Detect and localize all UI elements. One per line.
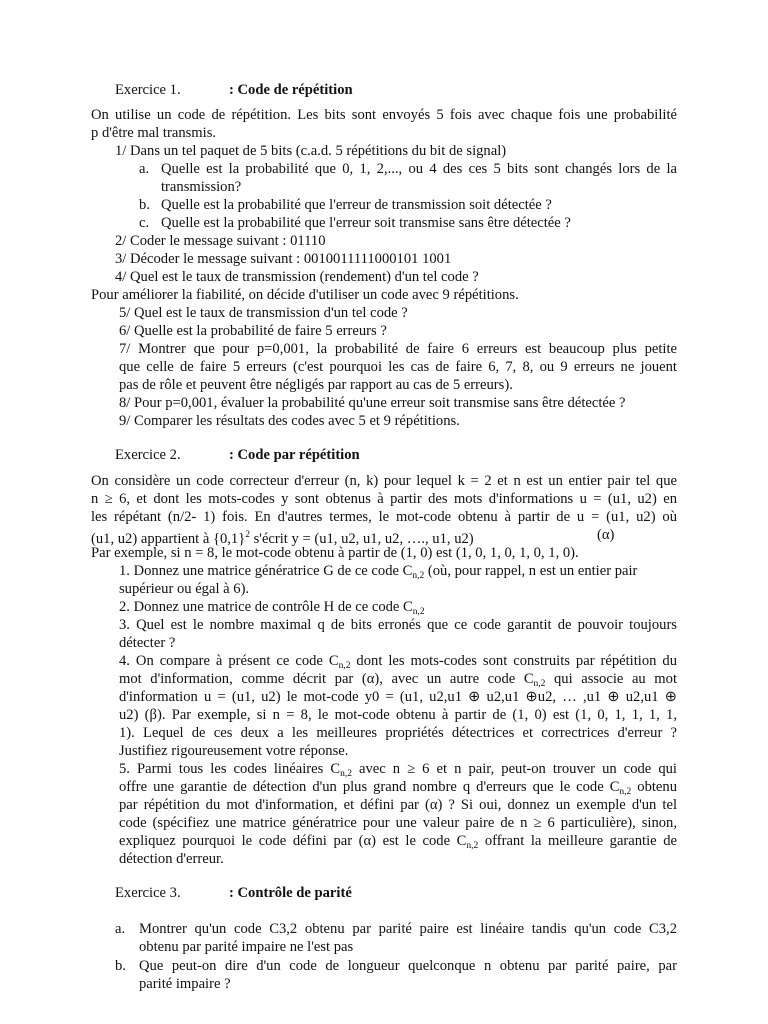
ex2-q1-line-2: supérieur ou égal à 6). <box>119 581 250 597</box>
ex2-q1-text-end: (où, pour rappel, n est un entier pair <box>424 563 638 579</box>
ex1-q8: 8/ Pour p=0,001, évaluer la probabilité qu'une erreur soit transmise sans être détectée ? <box>119 395 626 411</box>
ex1-qc-marker: c. <box>139 215 150 231</box>
ex1-q7-line-3: pas de rôle et peuvent être négligés par rapport au cas de 5 erreurs). <box>119 377 513 393</box>
ex3-qa-line-2: obtenu par parité impaire ne l'est pas <box>139 939 354 955</box>
ex2-q4-text: 4. On compare à présent ce code <box>119 653 329 669</box>
ex2-q5-line-6: détection d'erreur. <box>119 851 224 867</box>
ex1-improve: Pour améliorer la fiabilité, on décide d'utiliser un code avec 9 répétitions. <box>91 287 519 303</box>
code-symbol: C <box>456 833 467 849</box>
ex2-intro-line-1: On considère un code correcteur d'erreur (n, k) pour lequel k = 2 et n est un entier pair tel que <box>91 473 677 489</box>
code-subscript: n,2 <box>466 841 479 851</box>
code-symbol: C <box>328 653 339 669</box>
ex2-label: Exercice 2. <box>115 447 181 463</box>
ex3-label: Exercice 3. <box>115 885 181 901</box>
ex2-q5-text-end: avec n ≥ 6 et n pair, peut-on trouver un code qui <box>351 761 677 777</box>
ex1-label: Exercice 1. <box>115 82 181 98</box>
ex2-q5-text-2: offre une garantie de détection d'un plus grand nombre q d'erreurs que le code <box>119 779 610 795</box>
code-subscript: n,2 <box>412 607 425 617</box>
ex2-q4-text-2: mot d'information, comme décrit par (α), avec un autre code <box>119 671 524 687</box>
ex2-q5-text-5: expliquez pourquoi le code défini par (α) est le code <box>119 833 457 849</box>
code-subscript: n,2 <box>619 787 632 797</box>
code-symbol: C <box>402 563 413 579</box>
ex1-qb: Quelle est la probabilité que l'erreur de transmission soit détectée ? <box>161 197 552 213</box>
ex1-qa-line-2: transmission? <box>161 179 242 195</box>
ex2-intro-line-4-formula: s'écrit y = (u1, u2, u1, u2, …., u1, u2) <box>249 531 474 547</box>
ex3-qb-line-1: Que peut-on dire d'un code de longueur quelconque n obtenu par parité paire, par <box>139 958 677 974</box>
code-subscript: n,2 <box>533 679 546 689</box>
ex2-q4-text-2-end: qui associe au mot <box>545 671 677 687</box>
ex2-q4-text-end: dont les mots-codes sont construits par répétition du <box>350 653 677 669</box>
ex1-q5: 5/ Quel est le taux de transmission d'un tel code ? <box>119 305 408 321</box>
code-subscript: n,2 <box>338 661 351 671</box>
ex2-q3-line-2: détecter ? <box>119 635 176 651</box>
code-subscript: n,2 <box>412 571 425 581</box>
ex1-q3: 3/ Décoder le message suivant : 0010011111000101 1001 <box>115 251 452 267</box>
ex3-qa-line-1: Montrer qu'un code C3,2 obtenu par parité paire est linéaire tandis qu'un code C3,2 <box>139 921 677 937</box>
ex2-q5-text-5-end: offrant la meilleure garantie de <box>478 833 677 849</box>
ex2-q5-line-3: par répétition du mot d'information, et défini par (α) ? Si oui, donnez un exemple d'un tel <box>119 797 677 813</box>
ex2-intro-line-4-text: (u1, u2) appartient à {0,1} <box>91 531 246 547</box>
ex2-q4-line-6: Justifiez rigoureusement votre réponse. <box>119 743 349 759</box>
ex2-intro-line-2: n ≥ 6, et dont les mots-codes y sont obtenus à partir des mots d'informations u = (u1, u2) en <box>91 491 677 507</box>
ex1-q9: 9/ Comparer les résultats des codes avec 5 et 9 répétitions. <box>119 413 460 429</box>
ex2-superscript: 2 <box>245 530 250 540</box>
ex2-q2-text: 2. Donnez une matrice de contrôle H de ce code <box>119 599 404 615</box>
ex1-q2: 2/ Coder le message suivant : 01110 <box>115 233 326 249</box>
code-symbol: C <box>403 599 413 615</box>
ex1-q6: 6/ Quelle est la probabilité de faire 5 erreurs ? <box>119 323 387 339</box>
ex3-qb-line-2: parité impaire ? <box>139 976 231 992</box>
code-symbol: C <box>330 761 341 777</box>
code-subscript: n,2 <box>340 769 352 779</box>
ex1-intro-line-2: p d'être mal transmis. <box>91 125 217 141</box>
ex2-alpha-tag: (α) <box>597 527 615 543</box>
ex1-intro-line-1: On utilise un code de répétition. Les bits sont envoyés 5 fois avec chaque fois une probabilité <box>91 107 677 123</box>
ex2-q4-line-4: u2) (β). Par exemple, si n = 8, le mot-code obtenu à partir de (1, 0) est (1, 0, 1, 1, 1, 1, <box>119 707 677 723</box>
ex2-q1-text: 1. Donnez une matrice génératrice G de ce code <box>119 563 403 579</box>
ex3-title: : Contrôle de parité <box>229 885 352 901</box>
ex2-q5-text-2-end: obtenu <box>631 779 677 795</box>
ex3-qb-marker: b. <box>115 958 126 974</box>
code-symbol: C <box>609 779 620 795</box>
ex1-qa-marker: a. <box>139 161 150 177</box>
ex2-intro-line-3: les répétant (n/2- 1) fois. En d'autres termes, le mot-code obtenu à partir de u = (u1, u2) où <box>91 509 677 525</box>
ex1-qa-line-1: Quelle est la probabilité que 0, 1, 2,..., ou 4 des ces 5 bits sont changés lors de la <box>161 161 677 177</box>
ex1-q4: 4/ Quel est le taux de transmission (rendement) d'un tel code ? <box>115 269 479 285</box>
ex2-q4-line-3: d'information u = (u1, u2) le mot-code y0 = (u1, u2,u1 ⊕ u2,u1 ⊕u2, … ,u1 ⊕ u2,u1 ⊕ <box>119 689 677 705</box>
ex2-q5-line-4: code (spécifiez une matrice génératrice pour une valeur paire de n ≥ 6 particulière), sinon, <box>119 815 677 831</box>
ex3-qa-marker: a. <box>115 921 126 937</box>
ex2-q3-line-1: 3. Quel est le nombre maximal q de bits erronés que ce code garantit de pouvoir toujours <box>119 617 677 633</box>
ex1-title: : Code de répétition <box>229 82 353 98</box>
ex1-q7-line-1: 7/ Montrer que pour p=0,001, la probabilité de faire 6 erreurs est beaucoup plus petite <box>119 341 677 357</box>
ex2-q4-line-5: 1). Lequel de ces deux a les meilleures propriétés détectrices et correctrices d'erreur ? <box>119 725 677 741</box>
code-symbol: C <box>523 671 534 687</box>
ex2-example: Par exemple, si n = 8, le mot-code obtenu à partir de (1, 0) est (1, 0, 1, 0, 1, 0, 1, 0). <box>91 545 579 561</box>
ex1-q7-line-2: que celle de faire 5 erreurs (c'est pourquoi les cas de faire 6, 7, 8, ou 9 erreurs ne jouent <box>119 359 677 375</box>
ex1-qc: Quelle est la probabilité que l'erreur soit transmise sans être détectée ? <box>161 215 571 231</box>
ex2-q5-text: 5. Parmi tous les codes linéaires <box>119 761 331 777</box>
ex2-title: : Code par répétition <box>229 447 360 463</box>
ex1-q1: 1/ Dans un tel paquet de 5 bits (c.a.d. 5 répétitions du bit de signal) <box>115 143 507 159</box>
ex1-qb-marker: b. <box>139 197 150 213</box>
